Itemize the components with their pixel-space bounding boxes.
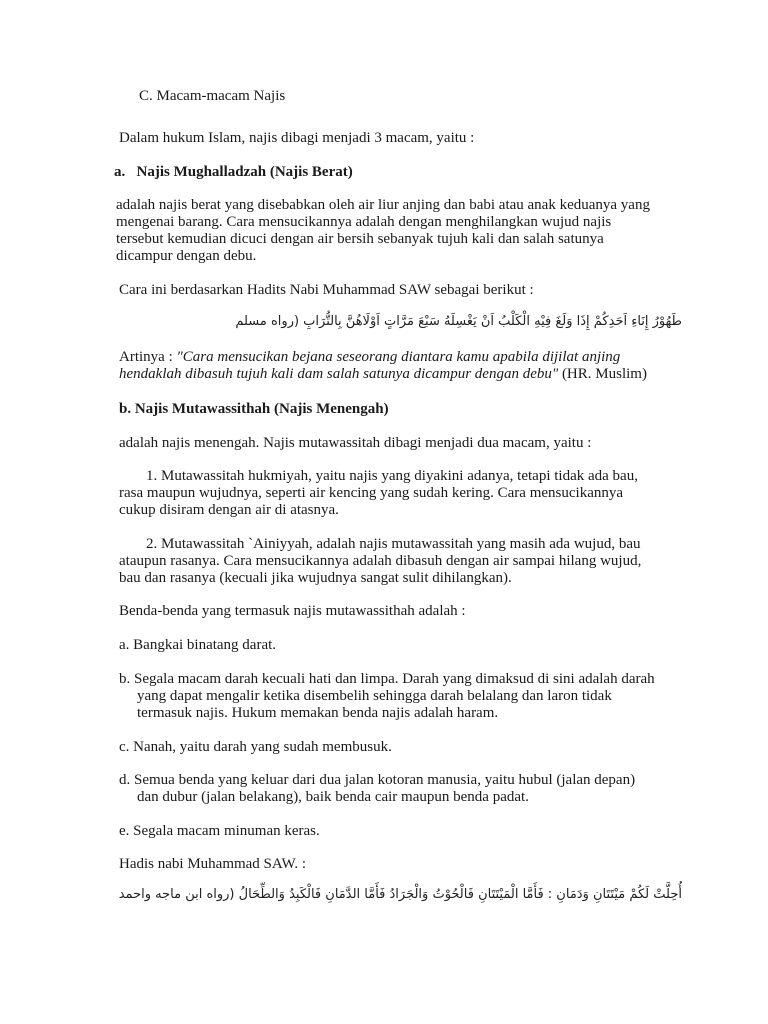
translation-label: Artinya : [119, 349, 173, 365]
translation-quote: hendaklah dibasuh tujuh kali dam salah satunya dicampur dengan debu" [119, 366, 559, 382]
numbered-item-2-cont: bau dan rasanya (kecuali jika wujudnya sangat sulit dihilangkan). [119, 570, 512, 586]
list-item-a: a. Bangkai binatang darat. [119, 637, 277, 653]
hadith-intro: Cara ini berdasarkan Hadits Nabi Muhammad SAW sebagai berikut : [119, 282, 534, 298]
paragraph-line: adalah najis menengah. Najis mutawassitah dibagi menjadi dua macam, yaitu : [119, 435, 592, 451]
list-intro: Benda-benda yang termasuk najis mutawassithah adalah : [119, 603, 466, 619]
paragraph-line: adalah najis berat yang disebabkan oleh air liur anjing dan babi atau anak keduanya yang [116, 197, 650, 213]
numbered-item-1-cont: cukup disiram dengan air di atasnya. [119, 502, 339, 518]
translation-line-1 [119, 348, 620, 366]
hadis-intro: Hadis nabi Muhammad SAW. : [119, 856, 306, 872]
heading-najis-b: b. Najis Mutawassithah (Najis Menengah) [119, 401, 389, 417]
list-item-b-cont: termasuk najis. Hukum memakan benda najis adalah haram. [137, 705, 499, 721]
heading-text: Najis Mughalladzah (Najis Berat) [136, 164, 353, 180]
section-title: C. Macam-macam Najis [139, 88, 286, 104]
heading-najis-a [114, 163, 353, 181]
hadith-arabic-text: طَهُوْرُ إِنَاءِ اَحَدِكُمْ إِذَا وَلَغَ فِيْهِ الْكَلْبُ اَنْ يَغْسِلَهُ سَبْعَ مَرَّاتٍ اَوْلَاهُنَّ بِالتُّرَابِ (رواه مسلم [235, 314, 682, 329]
list-item-e: e. Segala macam minuman keras. [119, 823, 320, 839]
translation-line-2 [119, 365, 647, 383]
numbered-item-2-cont: ataupun rasanya. Cara mensucikannya adalah dibasuh dengan air sampai hilang wujud, [119, 553, 642, 569]
paragraph-line: mengenai barang. Cara mensucikannya adalah dengan menghilangkan wujud najis [116, 214, 612, 230]
paragraph-line: dicampur dengan debu. [116, 248, 257, 264]
list-item-d: d. Semua benda yang keluar dari dua jalan kotoran manusia, yaitu hubul (jalan depan) [119, 772, 636, 788]
translation-quote: "Cara mensucikan bejana seseorang diantara kamu apabila dijilat anjing [176, 349, 621, 365]
heading-marker: a. [114, 164, 126, 180]
hadis-arabic-text: أُحِلَّتْ لَكُمْ مَيْتَتَانِ وَدَمَانِ : فَأَمَّا الْمَيْتَتَانِ فَالْحُوْتُ وَالْجَرَادُ فَأَمَّا الدَّمَانِ فَالْكَبِدُ وَالطِّحَالُ (رواه ابن ماجه واحمد [118, 887, 682, 902]
list-item-b-cont: yang dapat mengalir ketika disembelih sehingga darah belalang dan laron tidak [137, 688, 612, 704]
translation-source: (HR. Muslim) [561, 366, 647, 382]
list-item-c: c. Nanah, yaitu darah yang sudah membusuk. [119, 739, 392, 755]
list-item-b: b. Segala macam darah kecuali hati dan limpa. Darah yang dimaksud di sini adalah darah [119, 671, 655, 687]
numbered-item-1: 1. Mutawassitah hukmiyah, yaitu najis yang diyakini adanya, tetapi tidak ada bau, [146, 468, 638, 484]
intro-text: Dalam hukum Islam, najis dibagi menjadi 3 macam, yaitu : [119, 130, 475, 146]
numbered-item-1-cont: rasa maupun wujudnya, seperti air kencing yang sudah kering. Cara mensucikannya [119, 485, 624, 501]
numbered-item-2: 2. Mutawassitah `Ainiyyah, adalah najis mutawassitah yang masih ada wujud, bau [146, 536, 641, 552]
paragraph-line: tersebut kemudian dicuci dengan air bersih sebanyak tujuh kali dan salah satunya [116, 231, 604, 247]
list-item-d-cont: dan dubur (jalan belakang), baik benda cair maupun benda padat. [137, 789, 529, 805]
